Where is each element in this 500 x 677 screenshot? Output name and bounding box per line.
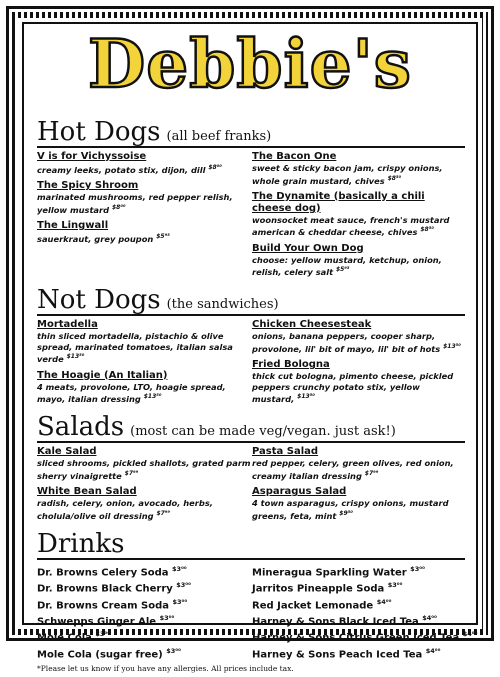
drink-item: Harney & Sons Citrus Green Iced Tea $^{\$4^{00}}$ — [252, 630, 478, 644]
item-price: $13⁵⁰ — [297, 393, 315, 401]
item-price: $5⁹⁵ — [156, 233, 170, 241]
item-description: choose: yellow mustard, ketchup, onion, relish, celery salt $^{\$5^{95}}$ — [252, 254, 442, 277]
item-price: $3⁰⁰ — [387, 581, 403, 590]
drink-item: Harney & Sons Black Iced Tea $^{\$4^{00}}$ — [252, 613, 437, 628]
section-not-dogs — [37, 286, 465, 409]
column-right — [252, 151, 465, 282]
item-price: $4⁰⁰ — [462, 630, 478, 639]
section-drinks — [37, 528, 478, 673]
item-description: red pepper, celery, green olives, red onion, creamy italian dressing $^{\$7^{99}}$ — [252, 458, 454, 481]
section-title: Drinks — [37, 528, 125, 559]
item-price: $13⁵⁰ — [443, 342, 461, 350]
item-price: $7⁹⁹ — [156, 509, 171, 517]
item-description: sauerkraut, grey poupon $^{\$5^{95}}$ — [37, 233, 170, 244]
item-description: 4 town asparagus, crispy onions, mustard greens, feta, mint $^{\$9^{50}}$ — [252, 498, 449, 521]
drink-item: Jarritos Pineapple Soda $^{\$3^{00}}$ — [252, 581, 403, 595]
menu-item — [252, 191, 465, 238]
item-price: $8⁰⁰ — [208, 164, 222, 171]
item-description: sliced shrooms, pickled shallots, grated parm sherry vinaigrette $^{\$7^{99}}$ — [37, 458, 251, 481]
drink-item: Schwepps Ginger Ale $^{\$3^{00}}$ — [37, 613, 175, 628]
section-subtitle: (all beef franks) — [166, 129, 272, 144]
menu-item — [37, 151, 252, 175]
item-description: marinated mushrooms, red pepper relish, yellow mustard $^{\$8^{00}}$ — [37, 192, 233, 215]
item-name: The Hoagie (An Italian) — [37, 369, 168, 381]
menu-item — [37, 446, 252, 481]
item-description: thick cut bologna, pimento cheese, pickled peppers crunchy potato stix, yellow mustard, $^{\$13^{50}}$ — [252, 371, 454, 404]
drink-item: Dr. Browns Celery Soda $^{\$3^{00}}$ — [37, 564, 187, 579]
item-price: $4⁰⁰ — [422, 613, 437, 622]
drink-item: Harney & Sons Peach Iced Tea $^{\$4^{00}}$ — [252, 646, 441, 660]
item-price: $7⁹⁹ — [124, 469, 139, 477]
item-description: sweet & sticky bacon jam, crispy onions, whole grain mustard, chives $^{\$8^{50}}$ — [252, 163, 443, 186]
item-description: thin sliced mortadella, pistachio & olive spread, marinated tomatoes, italian salsa verde $^{\$13^{50}}$ — [37, 331, 233, 365]
menu-item — [37, 180, 252, 215]
item-name: Chicken Cheesesteak — [252, 319, 372, 331]
section-salads — [37, 413, 465, 526]
menu-item — [37, 220, 252, 244]
menu-item — [37, 486, 252, 521]
item-price: $8⁵⁰ — [387, 174, 402, 182]
item-price: $5⁹⁵ — [335, 266, 350, 274]
item-description: 4 meats, provolone, LTO, hoagie spread, mayo, italian dressing $^{\$13^{50}}$ — [37, 381, 226, 404]
item-price: $3⁰⁰ — [176, 581, 192, 590]
item-price: $7⁹⁹ — [364, 469, 379, 477]
column-left — [37, 446, 252, 526]
item-name: Kale Salad — [37, 446, 97, 458]
menu-item — [252, 319, 465, 354]
section-header — [37, 530, 465, 560]
item-name: The Bacon One — [252, 151, 337, 162]
drink-item: Dr. Browns Black Cherry $^{\$3^{00}}$ — [37, 581, 192, 595]
restaurant-logo — [0, 24, 500, 104]
allergy-footnote: *Please let us know if you have any allergies. All prices include tax. — [37, 663, 294, 673]
menu-item — [37, 370, 252, 405]
column-left — [37, 563, 252, 661]
column-right — [252, 446, 465, 526]
item-name: The Spicy Shroom — [37, 180, 139, 192]
item-price: $13⁵⁰ — [66, 353, 85, 361]
item-description: woonsocket meat sauce, french's mustard american & cheddar cheese, chives $^{\$8^{50}}$ — [252, 214, 450, 238]
item-description: creamy leeks, potato stix, dijon, dill $^{\$8^{00}}$ — [37, 164, 222, 175]
item-price: $8⁰⁰ — [111, 203, 126, 211]
menu-item — [252, 486, 465, 521]
column-left — [37, 151, 252, 282]
item-name: The Lingwall — [37, 220, 109, 232]
item-name: The Dynamite (basically a chili cheese dog) — [252, 190, 425, 214]
section-title: Not Dogs — [37, 285, 161, 316]
item-name: Fried Bologna — [252, 359, 330, 371]
drink-item: Mole Cola $^{\$3^{00}}$ — [37, 630, 111, 644]
item-description: onions, banana peppers, cooper sharp, provolone, lil' bit of mayo, lil' bit of hots $^{\$13^{50}}$ — [252, 331, 461, 354]
item-price: $9⁵⁰ — [339, 509, 353, 517]
item-name: Asparagus Salad — [252, 486, 347, 498]
menu-item — [252, 359, 465, 404]
section-subtitle: (the sandwiches) — [166, 297, 279, 313]
item-price: $3⁰⁰ — [172, 564, 187, 573]
drink-item: Mineragua Sparkling Water $^{\$3^{00}}$ — [252, 564, 425, 579]
item-name: Pasta Salad — [252, 446, 319, 458]
drink-item: Red Jacket Lemonade $^{\$4^{00}}$ — [252, 597, 392, 611]
section-header — [37, 286, 465, 316]
menu-item — [252, 151, 465, 186]
menu-content — [37, 117, 478, 677]
section-subtitle: (most can be made veg/vegan. just ask!) — [130, 424, 396, 440]
item-price: $3⁰⁰ — [166, 646, 181, 655]
item-name: Build Your Own Dog — [252, 242, 364, 254]
column-right — [252, 319, 465, 409]
item-price: $4⁰⁰ — [425, 646, 441, 655]
restaurant-name: Debbie's — [88, 25, 412, 103]
item-name: White Bean Salad — [37, 486, 137, 498]
section-hot-dogs — [37, 118, 465, 282]
column-left — [37, 319, 252, 409]
section-title: Salads — [37, 412, 125, 443]
item-price: $13⁵⁰ — [143, 393, 162, 401]
drink-item: Dr. Browns Cream Soda $^{\$3^{00}}$ — [37, 597, 188, 611]
drink-item: Mole Cola (sugar free) $^{\$3^{00}}$ — [37, 646, 181, 660]
section-header — [37, 413, 465, 443]
item-price: $3⁰⁰ — [159, 613, 175, 622]
item-price: $3⁰⁰ — [172, 597, 188, 606]
menu-item — [252, 243, 465, 278]
section-header — [37, 118, 465, 148]
item-name: V is for Vichyssoise — [37, 151, 147, 162]
item-price: $3⁰⁰ — [95, 630, 111, 639]
item-description: radish, celery, onion, avocado, herbs, cholula/olive oil dressing $^{\$7^{99}}$ — [37, 498, 213, 521]
item-price: $4⁰⁰ — [376, 597, 392, 606]
item-price: $3⁰⁰ — [410, 564, 425, 573]
item-name: Mortadella — [37, 319, 98, 331]
menu-item — [252, 446, 465, 481]
menu-item — [37, 319, 252, 364]
column-right — [252, 563, 478, 661]
item-price: $8⁵⁰ — [420, 226, 434, 234]
section-title: Hot Dogs — [37, 117, 161, 147]
